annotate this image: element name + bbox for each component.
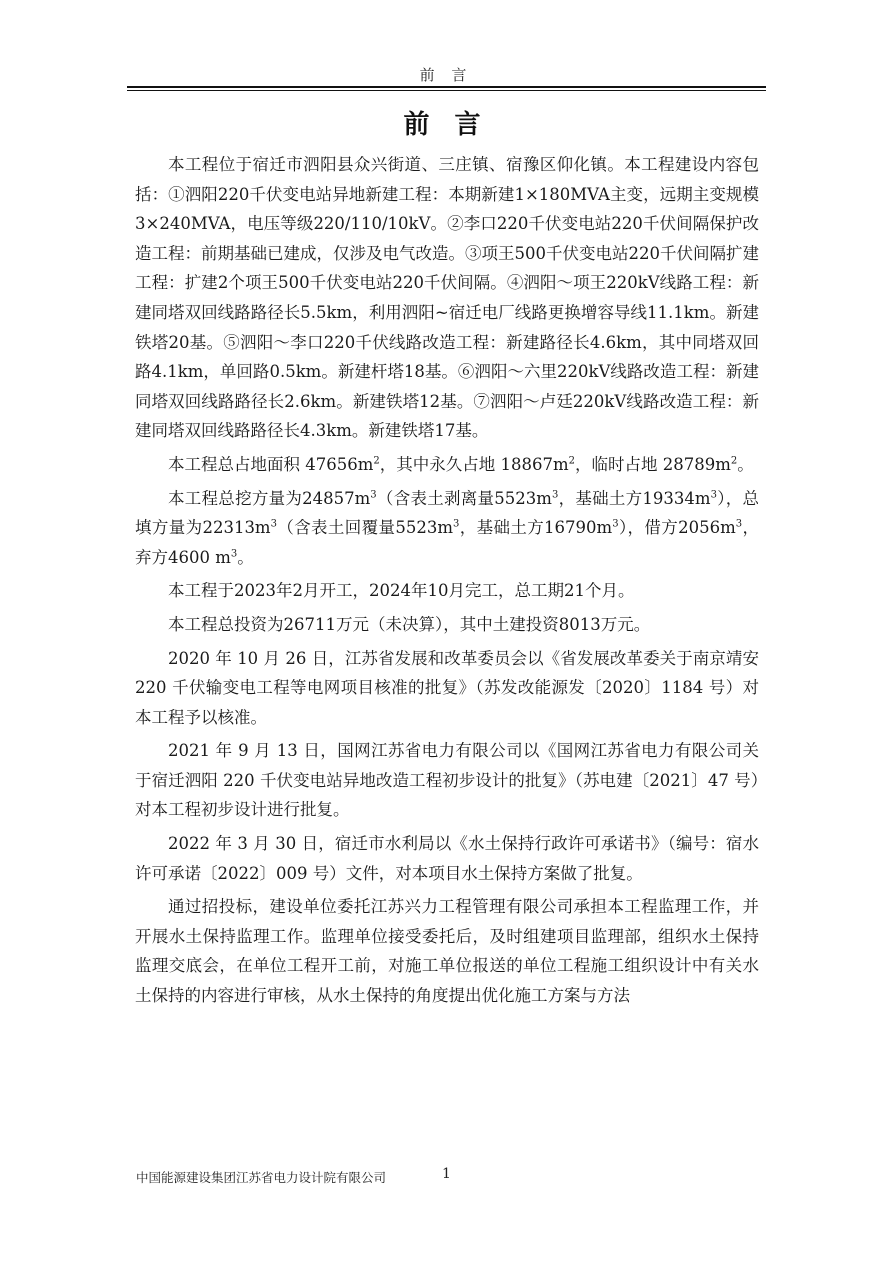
earthwork-exp-6: 3 — [612, 518, 619, 530]
area-text-1: 本工程总占地面积 47656m — [168, 454, 374, 474]
earthwork-text-7: ），借方2056m — [618, 518, 736, 538]
area-exp-2: 2 — [568, 455, 576, 467]
earthwork-text-6: ，基础土方16790m — [459, 518, 613, 538]
earthwork-text-2: （含表土剥离量5523m — [376, 488, 552, 508]
earthwork-text-4: ），总填方量为22313m — [135, 488, 760, 538]
earthwork-text-3: ，基础土方19334m — [558, 488, 711, 508]
area-text-3: ，临时占地 28789m — [575, 454, 731, 474]
earthwork-text-5: （含表土回覆量5523m — [276, 518, 454, 538]
earthwork-exp-2: 3 — [551, 489, 559, 501]
header-rule-thin — [127, 90, 766, 91]
earthwork-text-8: ，弃方4600 m — [135, 518, 760, 567]
earthwork-text-1: 本工程总挖方量为24857m — [168, 488, 371, 508]
earthwork-exp-8: 3 — [230, 548, 238, 560]
paragraph-approval-2020: 2020 年 10 月 26 日，江苏省发展和改革委员会以《省发展改革委关于南京靖安 220 千伏输变电工程等电网项目核准的批复》（苏发改能源发〔2020〕1184 号）对本工程予以核准。 — [135, 648, 759, 727]
area-text-2: ，其中永久占地 18867m — [379, 454, 569, 474]
body-text — [135, 150, 759, 1015]
earthwork-exp-3: 3 — [710, 489, 717, 501]
running-header: 前 言 — [419, 66, 473, 84]
earthwork-exp-5: 3 — [453, 518, 460, 530]
area-exp-1: 2 — [373, 455, 380, 467]
paragraph-scope: 本工程位于宿迁市泗阳县众兴街道、三庄镇、宿豫区仰化镇。本工程建设内容包括：①泗阳220千伏变电站异地新建工程：本期新建1×180MVA主变，远期主变规模3×240MVA，电压等级220/110/10kV。②李口220千伏变电站220千伏间隔保护改造工程：前期基础已建成，仅涉及电气改造。③项王500千伏变电站220千伏间隔扩建工程：扩建2个项王500千伏变电站220千伏间隔。④泗阳～项王220kV线路工程：新建同塔双回线路路径长5.5km，利用泗阳~宿迁电厂线路更换增容导线11.1km。新建铁塔20基。⑤泗阳～李口220千伏线路改造工程：新建路径长4.6km，其中同塔双回路4.1km，单回路0.5km。新建杆塔18基。⑥泗阳～六里220kV线路改造工程：新建同塔双回线路路径长2.6km。新建铁塔12基。⑦泗阳～卢廷220kV线路改造工程：新建同塔双回线路路径长4.3km。新建铁塔17基。 — [135, 155, 759, 441]
earthwork-exp-4: 3 — [270, 518, 277, 530]
earthwork-exp-1: 3 — [370, 489, 377, 501]
footer-organization: 中国能源建设集团江苏省电力设计院有限公司 — [136, 1170, 387, 1185]
earthwork-exp-7: 3 — [735, 518, 743, 530]
page-title: 前 言 — [403, 110, 489, 140]
paragraph-approval-2022: 2022 年 3 月 30 日，宿迁市水利局以《水土保持行政许可承诺书》（编号：宿水许可承诺〔2022〕009 号）文件，对本项目水土保持方案做了批复。 — [135, 834, 759, 883]
paragraph-earthwork — [135, 484, 759, 573]
page-number: 1 — [442, 1166, 451, 1182]
paragraph-area — [135, 450, 759, 480]
paragraph-approval-2021: 2021 年 9 月 13 日，国网江苏省电力有限公司以《国网江苏省电力有限公司关于宿迁泗阳 220 千伏变电站异地改造工程初步设计的批复》（苏电建〔2021〕47 号）对本工程初步设计进行批复。 — [135, 741, 759, 820]
paragraph-investment: 本工程总投资为26711万元（未决算），其中土建投资8013万元。 — [168, 614, 651, 634]
earthwork-text-9: 。 — [237, 547, 254, 567]
paragraph-supervision: 通过招投标，建设单位委托江苏兴力工程管理有限公司承担本工程监理工作，并开展水土保持监理工作。监理单位接受委托后，及时组建项目监理部，组织水土保持监理交底会，在单位工程开工前，对施工单位报送的单位工程施工组织设计中有关水土保持的内容进行审核，从水土保持的角度提出优化施工方案与方法 — [135, 897, 759, 1006]
area-text-4: 。 — [737, 454, 754, 474]
header-rule-thick — [127, 86, 766, 88]
area-exp-3: 2 — [730, 455, 738, 467]
paragraph-schedule: 本工程于2023年2月开工，2024年10月完工，总工期21个月。 — [168, 581, 635, 601]
